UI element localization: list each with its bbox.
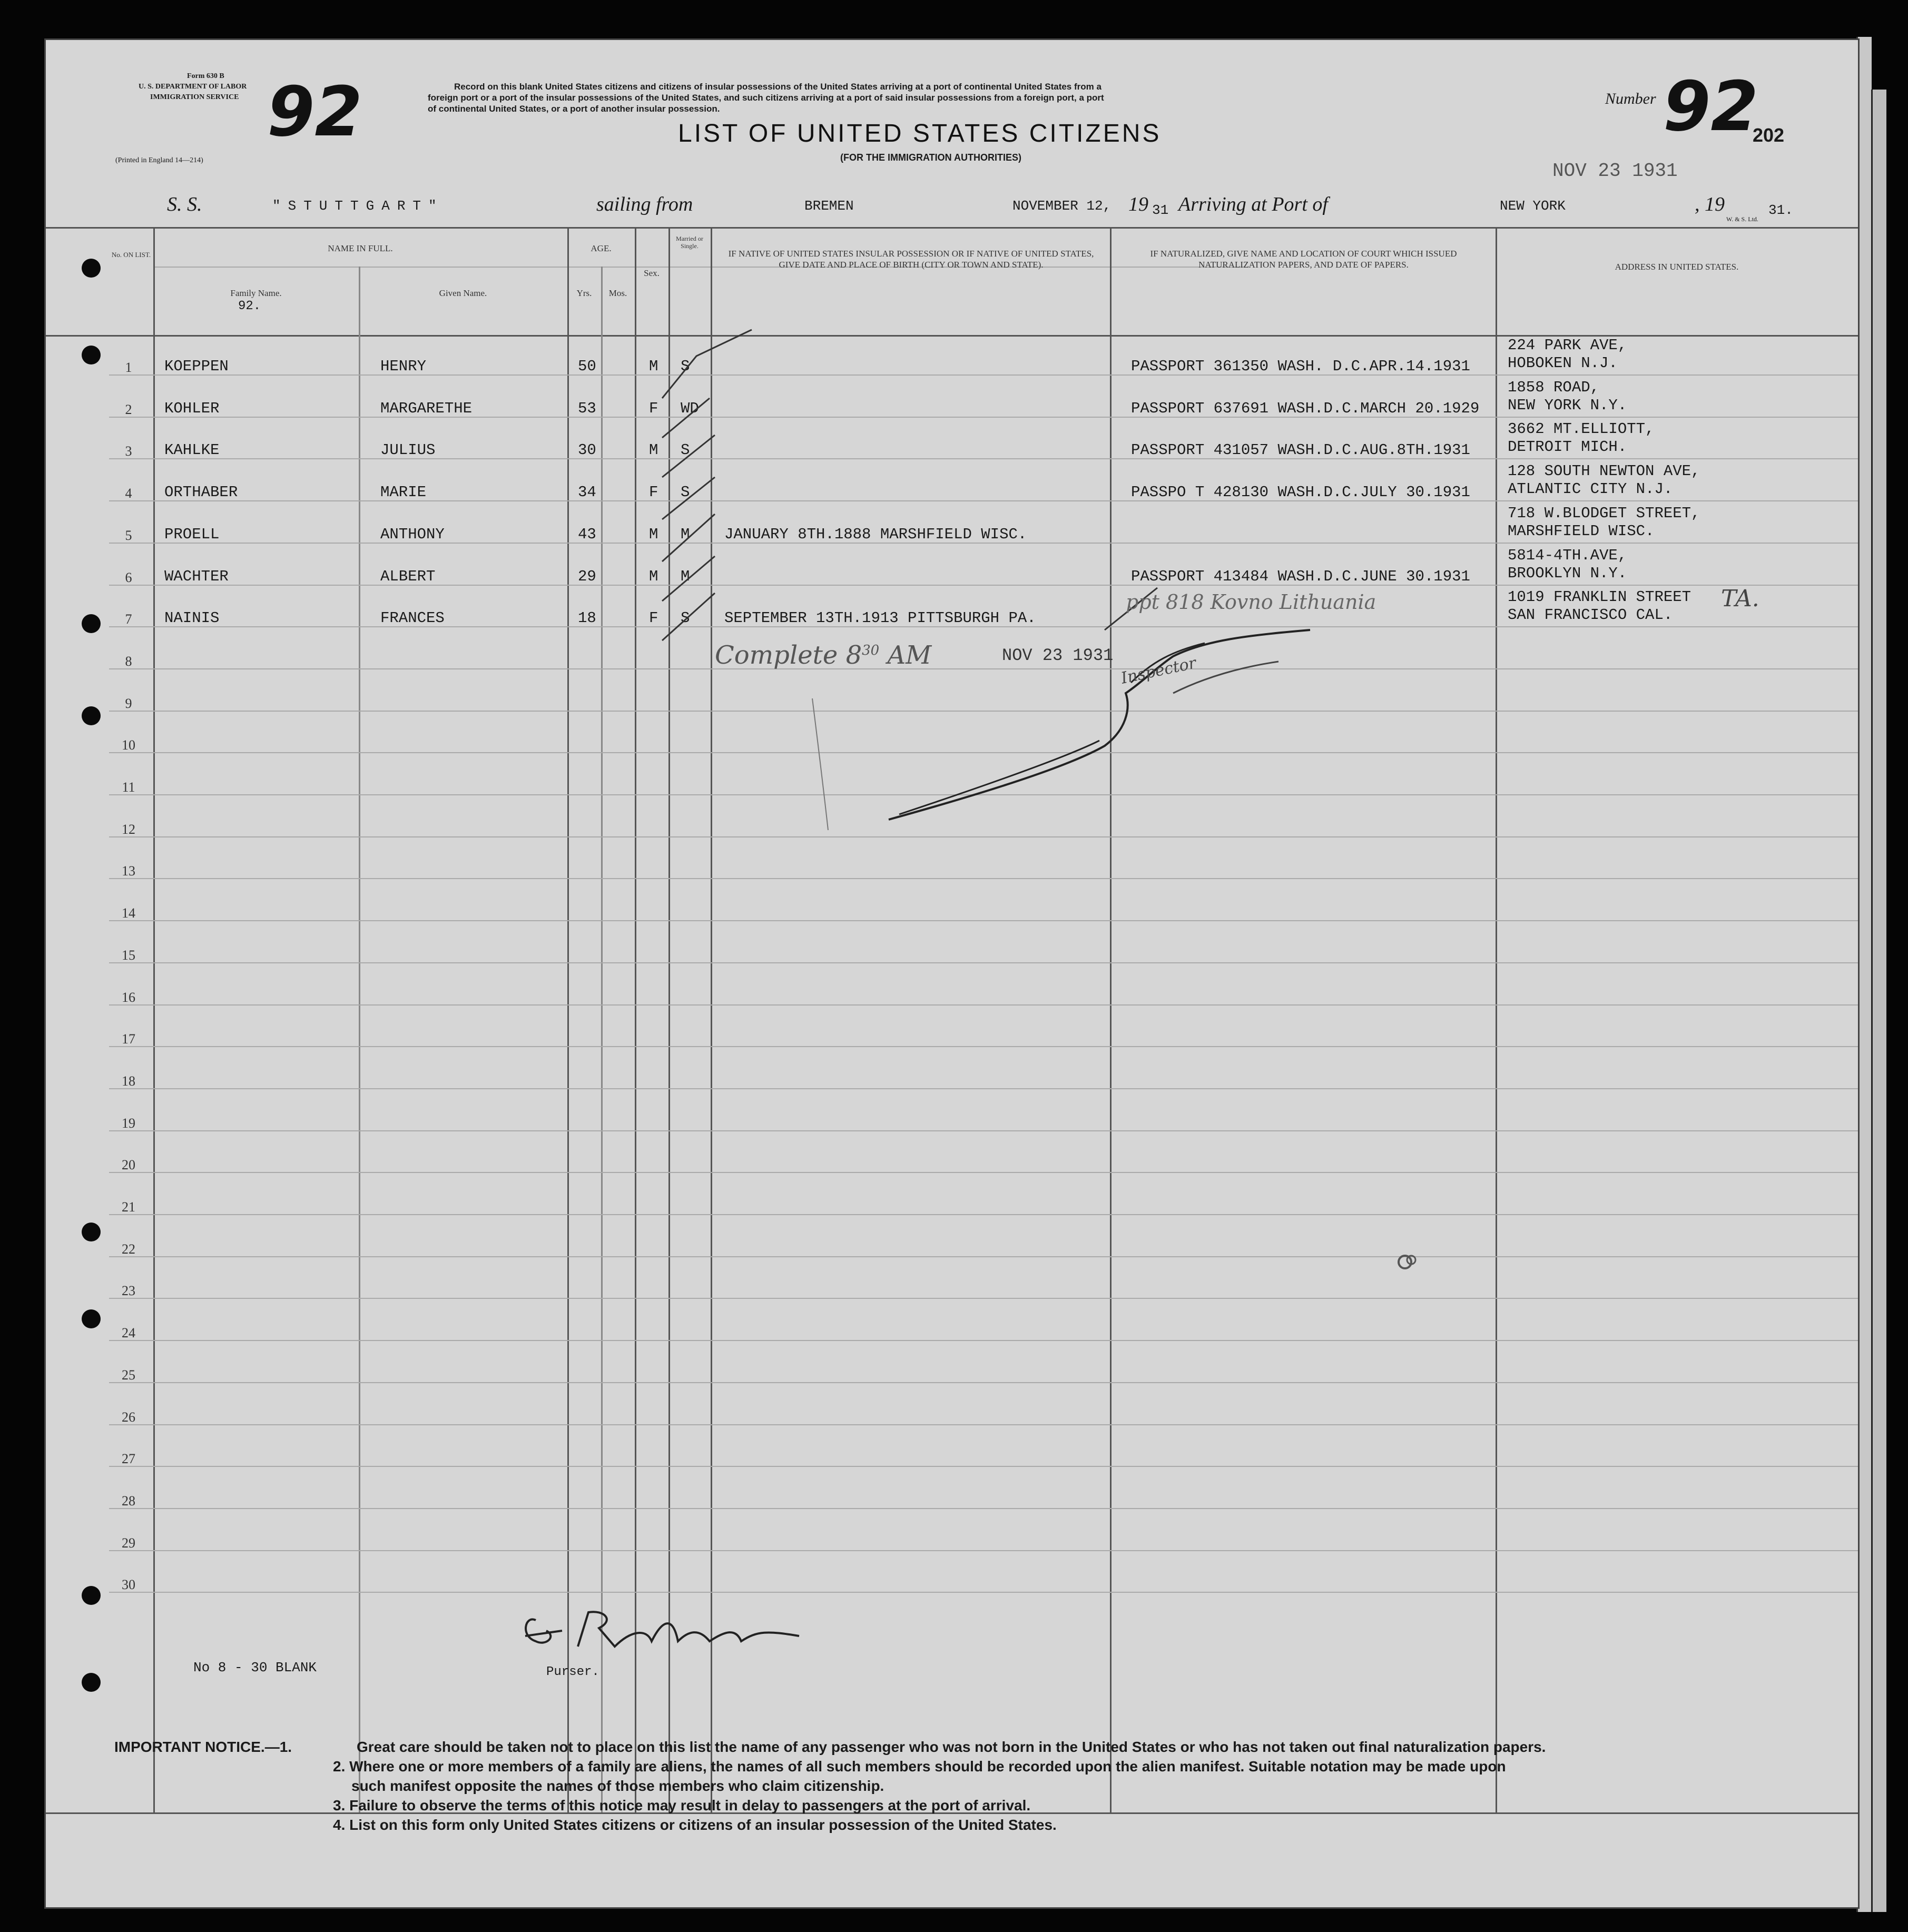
marital-status: S (681, 609, 690, 627)
age-years: 43 (578, 525, 596, 543)
row-number: 16 (122, 989, 135, 1005)
family-name: KOEPPEN (164, 358, 229, 375)
notice-label: IMPORTANT NOTICE.—1. (114, 1739, 292, 1755)
row-number: 29 (122, 1535, 135, 1551)
address-line-2: SAN FRANCISCO CAL. (1508, 606, 1673, 624)
number-label: Number (1605, 90, 1656, 107)
row-number: 25 (122, 1367, 135, 1383)
sailing-from-label: sailing from (596, 193, 693, 215)
address-line-1: 1858 ROAD, (1508, 378, 1600, 396)
age-years: 29 (578, 567, 596, 585)
col-header-family: Family Name. (230, 288, 282, 298)
row-number: 17 (122, 1031, 135, 1047)
naturalization-papers: PASSPORT 637691 WASH.D.C.MARCH 20.1929 (1131, 399, 1480, 417)
col-rule (601, 267, 603, 1812)
handwritten-complete: Complete $8^{30}$ AM (715, 640, 932, 670)
row-number: 7 (125, 612, 132, 627)
col-header-naturalized: IF NATURALIZED, GIVE NAME AND LOCATION OF COURT WHICH ISSUED NATURALIZATION PAPERS, AND DATE OF PAPERS. (1150, 249, 1457, 270)
family-name: ORTHABER (164, 484, 238, 501)
row-number: 21 (122, 1199, 135, 1215)
inspector-signature (878, 619, 1331, 841)
given-name: MARGARETHE (380, 399, 473, 417)
address-line-1: 5814-4TH.AVE, (1508, 546, 1627, 564)
page-number: 202 (1753, 124, 1785, 146)
ink-blot (1394, 1251, 1421, 1273)
notice-item-1: Great care should be taken not to place on this list the name of any passenger who was not born in the United States or who has not taken out final naturalization papers. (357, 1739, 1546, 1755)
address-line-2: NEW YORK N.Y. (1508, 396, 1627, 414)
purser-signature (515, 1599, 810, 1662)
row-rule (109, 1382, 1858, 1383)
row-rule (109, 1424, 1858, 1425)
address-line-1: 224 PARK AVE, (1508, 337, 1627, 354)
marital-status: S (681, 441, 690, 459)
col-header-yrs: Yrs. (576, 288, 592, 298)
given-name: HENRY (380, 358, 427, 375)
sex: M (649, 567, 658, 585)
notice-item-4: 4. List on this form only United States citizens or citizens of an insular possession of the United States. (333, 1817, 1057, 1833)
punch-hole (82, 1586, 101, 1605)
family-name: KOHLER (164, 399, 220, 417)
row-number: 24 (122, 1325, 135, 1341)
col-header-family-no: 92. (238, 299, 261, 313)
col-header-mos: Mos. (608, 288, 627, 298)
row-number: 12 (122, 821, 135, 837)
row-rule (109, 878, 1858, 879)
naturalization-papers: PASSPORT 361350 WASH. D.C.APR.14.1931 (1131, 358, 1470, 375)
page-subtitle: (FOR THE IMMIGRATION AUTHORITIES) (840, 152, 1021, 163)
sex: F (649, 399, 658, 417)
col-rule (359, 267, 360, 1812)
row-rule (109, 1508, 1858, 1509)
punch-hole (82, 346, 101, 364)
row-number: 2 (125, 401, 132, 417)
punch-hole (82, 1223, 101, 1241)
row-number: 28 (122, 1493, 135, 1509)
printed-note: (Printed in England 14—214) (115, 156, 203, 164)
number-handwritten: 92 (1663, 66, 1758, 146)
row-rule (109, 1256, 1858, 1257)
row-number: 5 (125, 527, 132, 543)
row-number: 27 (122, 1451, 135, 1467)
family-name: WACHTER (164, 567, 229, 585)
col-header-age: AGE. (591, 243, 612, 253)
address-line-2: BROOKLYN N.Y. (1508, 564, 1627, 582)
sex: F (649, 484, 658, 501)
marital-status: M (681, 567, 690, 585)
col-header-married: Married or Single. (676, 235, 703, 250)
stray-line (810, 698, 831, 835)
row-number: 3 (125, 443, 132, 459)
col-header-name: NAME IN FULL. (328, 243, 393, 253)
given-name: ALBERT (380, 567, 436, 585)
row-rule (109, 962, 1858, 963)
family-name: KAHLKE (164, 441, 220, 459)
sex: M (649, 525, 658, 543)
given-name: ANTHONY (380, 525, 445, 543)
col-header-native: IF NATIVE OF UNITED STATES INSULAR POSSESSION OR IF NATIVE OF UNITED STATES, GIVE DATE AND PLACE OF BIRTH (CITY OR TOWN AND STATE). (728, 249, 1094, 270)
inspector-title: Inspector (1119, 654, 1198, 688)
sailing-year-prefix: 19 (1128, 193, 1148, 215)
marital-status: M (681, 525, 690, 543)
col-rule (153, 227, 155, 1812)
naturalization-papers: PASSPO T 428130 WASH.D.C.JULY 30.1931 (1131, 484, 1470, 501)
printer-mark: W. & S. Ltd. (1726, 215, 1758, 223)
blank-note: No 8 - 30 BLANK (193, 1660, 317, 1675)
family-name: PROELL (164, 525, 220, 543)
sex: F (649, 609, 658, 627)
underlying-page-edge-2 (1871, 90, 1886, 1912)
row-number: 15 (122, 947, 135, 963)
punch-hole (82, 1309, 101, 1328)
row-rule (109, 1130, 1858, 1131)
age-years: 53 (578, 399, 596, 417)
given-name: MARIE (380, 484, 427, 501)
arrival-year: 31. (1768, 202, 1793, 218)
address-line-1: 1019 FRANKLIN STREET (1508, 588, 1691, 606)
form-number: Form 630 B (187, 72, 224, 80)
instruction-line-1: Record on this blank United States citizens and citizens of insular possessions of the United States arriving at a port of continental United States from a (454, 82, 1101, 92)
row-number: 1 (125, 360, 132, 375)
row-rule (109, 458, 1858, 459)
row-rule (109, 1046, 1858, 1047)
naturalization-papers: PASSPORT 431057 WASH.D.C.AUG.8TH.1931 (1131, 441, 1470, 459)
row-number: 13 (122, 863, 135, 879)
age-years: 34 (578, 484, 596, 501)
service: IMMIGRATION SERVICE (150, 93, 239, 101)
marital-status: S (681, 484, 690, 501)
list-number-handwritten: 92 (267, 72, 362, 152)
row-rule (109, 1004, 1858, 1006)
col-rule (635, 227, 636, 1812)
manifest-page (44, 38, 1860, 1909)
notice-item-3: 3. Failure to observe the terms of this notice may result in delay to passengers at the port of arrival. (333, 1797, 1031, 1813)
row-rule (109, 585, 1858, 586)
notice-item-2b: such manifest opposite the names of those members who claim citizenship. (351, 1778, 884, 1794)
family-name: NAINIS (164, 609, 220, 627)
col-header-no: No. ON LIST. (111, 251, 151, 259)
row-number: 14 (122, 905, 135, 921)
header-top-rule (46, 227, 1858, 229)
row-rule (109, 920, 1858, 921)
address-line-2: MARSHFIELD WISC. (1508, 522, 1655, 540)
handwritten-passport-note: ppt 818 Kovno Lithuania (1126, 590, 1376, 614)
page-title: LIST OF UNITED STATES CITIZENS (678, 120, 1162, 147)
sex: M (649, 441, 658, 459)
punch-hole (82, 259, 101, 278)
address-line-1: 128 SOUTH NEWTON AVE, (1508, 462, 1700, 480)
received-stamp: NOV 23 1931 (1552, 160, 1678, 182)
department: U. S. DEPARTMENT OF LABOR (139, 83, 247, 91)
row-rule (109, 1340, 1858, 1341)
check-marks (646, 324, 762, 662)
row-number: 4 (125, 486, 132, 501)
handwritten-ta: TA. (1721, 585, 1759, 612)
row-rule (109, 1214, 1858, 1215)
age-years: 30 (578, 441, 596, 459)
punch-hole (82, 614, 101, 633)
address-line-2: DETROIT MICH. (1508, 438, 1627, 456)
row-number: 19 (122, 1115, 135, 1131)
col-rule (1110, 227, 1112, 1812)
col-rule (1496, 227, 1497, 1812)
row-number: 18 (122, 1073, 135, 1089)
arrival-year-prefix: , 19 (1695, 193, 1725, 215)
arrival-port: NEW YORK (1500, 198, 1566, 214)
row-rule (109, 1550, 1858, 1551)
departure-port: BREMEN (804, 198, 854, 214)
complete-date-stamp: NOV 23 1931 (1002, 646, 1114, 665)
marital-status: S (681, 358, 690, 375)
col-header-given: Given Name. (439, 288, 487, 298)
row-rule (109, 1172, 1858, 1173)
row-number: 10 (122, 737, 135, 753)
birth-info: SEPTEMBER 13TH.1913 PITTSBURGH PA. (724, 609, 1036, 627)
row-number: 22 (122, 1241, 135, 1257)
row-rule (109, 1466, 1858, 1467)
instruction-line-3: of continental United States, or a port of another insular possession. (428, 104, 720, 114)
age-years: 18 (578, 609, 596, 627)
arriving-label: Arriving at Port of (1178, 193, 1328, 215)
sailing-date: NOVEMBER 12, (1012, 198, 1112, 214)
row-rule (109, 500, 1858, 501)
col-header-address: ADDRESS IN UNITED STATES. (1615, 262, 1739, 272)
col-rule (567, 227, 569, 1812)
notice-item-2a: 2. Where one or more members of a family are aliens, the names of all such members should be recorded upon the alien manifest. Suitable notation may be made upon (333, 1758, 1506, 1775)
row-number: 20 (122, 1157, 135, 1173)
punch-hole (82, 706, 101, 725)
purser-label: Purser. (546, 1665, 599, 1679)
ss-label: S. S. (167, 193, 202, 215)
row-number: 30 (122, 1577, 135, 1593)
row-rule (109, 374, 1858, 376)
address-line-1: 3662 MT.ELLIOTT, (1508, 420, 1655, 438)
address-line-2: HOBOKEN N.J. (1508, 354, 1618, 372)
marital-status: WD (681, 399, 699, 417)
row-number: 11 (122, 780, 135, 795)
row-number: 26 (122, 1409, 135, 1425)
row-number: 6 (125, 569, 132, 585)
naturalization-papers: PASSPORT 413484 WASH.D.C.JUNE 30.1931 (1131, 567, 1470, 585)
row-rule (109, 1088, 1858, 1089)
row-rule (109, 1298, 1858, 1299)
punch-hole (82, 1673, 101, 1692)
given-name: JULIUS (380, 441, 436, 459)
address-line-2: ATLANTIC CITY N.J. (1508, 480, 1673, 498)
row-number: 8 (125, 653, 132, 669)
row-number: 9 (125, 695, 132, 711)
col-header-sex: Sex. (644, 268, 660, 278)
address-line-1: 718 W.BLODGET STREET, (1508, 504, 1700, 522)
ship-name: "STUTTGART" (272, 198, 444, 214)
row-rule (109, 1592, 1858, 1593)
age-years: 50 (578, 358, 596, 375)
row-number: 23 (122, 1283, 135, 1299)
instruction-line-2: foreign port or a port of the insular possessions of the United States, and such citizens arriving at a port of said insular possessions from a foreign port, a port (428, 93, 1104, 103)
sex: M (649, 358, 658, 375)
sailing-year: 31 (1152, 202, 1169, 218)
given-name: FRANCES (380, 609, 445, 627)
row-rule (109, 417, 1858, 418)
birth-info: JANUARY 8TH.1888 MARSHFIELD WISC. (724, 525, 1027, 543)
